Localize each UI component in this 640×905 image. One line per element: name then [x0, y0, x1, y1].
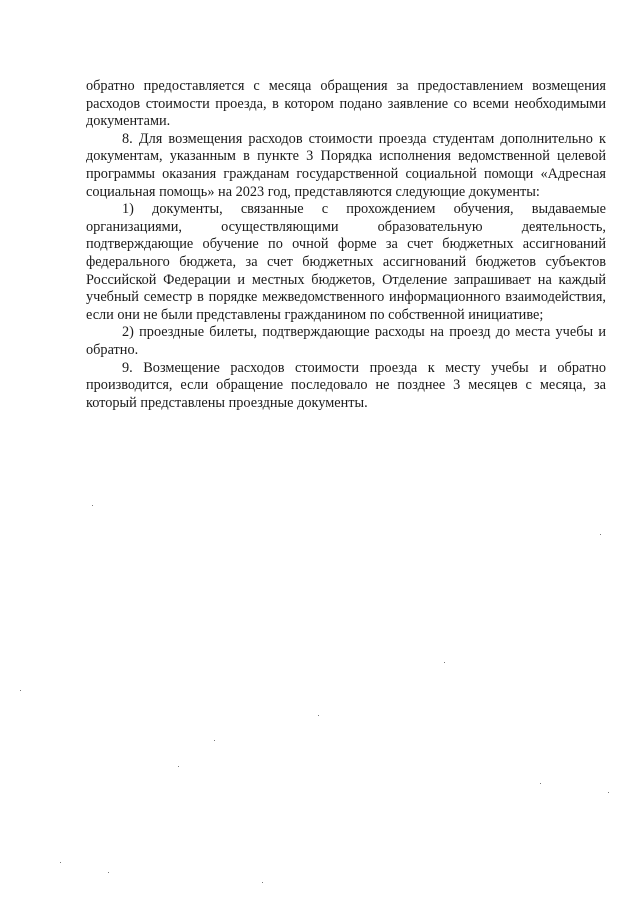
paragraph-continuation: обратно предоставляется с месяца обращения за предоставлением возмещения расходов стоимости проезда, в котором подано заявление со всеми необходимыми документами. [86, 78, 606, 130]
scan-speck [540, 783, 541, 784]
scan-speck [60, 862, 61, 863]
scan-speck [262, 882, 263, 883]
document-body [86, 78, 606, 412]
scan-speck [20, 690, 21, 691]
scan-speck [178, 766, 179, 767]
paragraph-item-9: 9. Возмещение расходов стоимости проезда к месту учебы и обратно производится, если обращение последовало не позднее 3 месяцев с месяца, за который представлены проездные документы. [86, 359, 606, 411]
scan-speck [214, 740, 215, 741]
scan-speck [318, 715, 319, 716]
paragraph-subitem-1: 1) документы, связанные с прохождением обучения, выдаваемые организациями, осуществляющими образовательную деятельность, подтверждающие обучение по очной форме за счет бюджетных ассигнований федерального бюджета, за счет бюджетных ассигнований бюджетов субъектов Российской Федерации и местных бюджетов, Отделение запрашивает на каждый учебный семестр в порядке межведомственного информационного взаимодействия, если они не были представлены гражданином по собственной инициативе; [86, 201, 606, 323]
scan-speck [600, 534, 601, 535]
scan-speck [444, 662, 445, 663]
scan-speck [92, 505, 93, 506]
paragraph-item-8: 8. Для возмещения расходов стоимости проезда студентам дополнительно к документам, указанным в пункте 3 Порядка исполнения ведомственной целевой программы оказания гражданам государственной социальной помощи «Адресная социальная помощь» на 2023 год, представляются следующие документы: [86, 130, 606, 200]
scan-speck [108, 872, 109, 873]
scan-speck [608, 792, 609, 793]
paragraph-subitem-2: 2) проездные билеты, подтверждающие расходы на проезд до места учебы и обратно. [86, 324, 606, 358]
